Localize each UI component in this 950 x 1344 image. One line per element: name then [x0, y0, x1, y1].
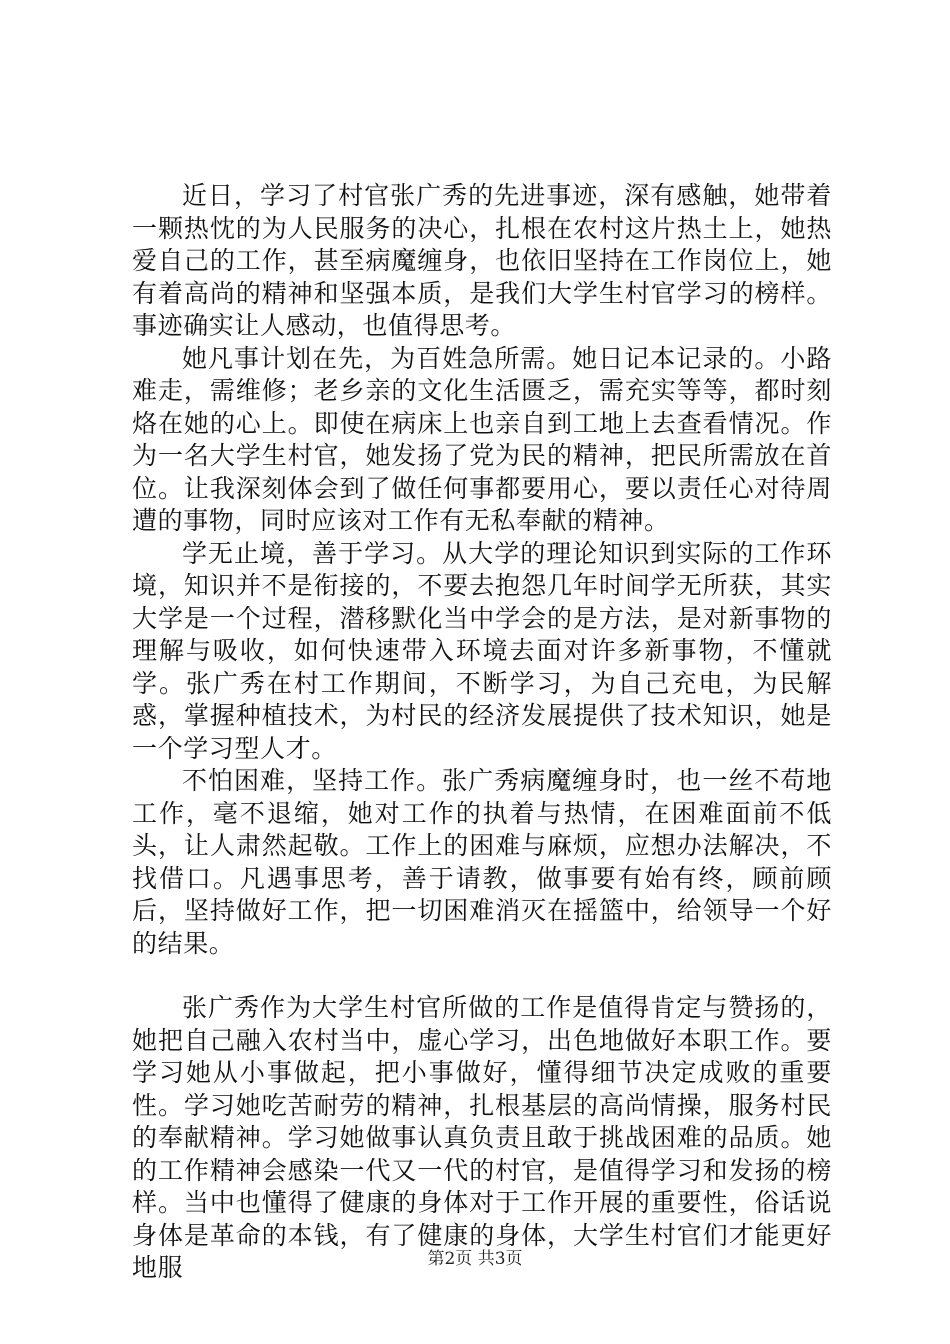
paragraph-2: 她凡事计划在先，为百姓急所需。她日记本记录的。小路难走，需维修；老乡亲的文化生活匮乏，需充实等等，都时刻烙在她的心上。即使在病床上也亲自到工地上去查看情况。作为一名大学生村官，她发扬了党为民的精神，把民所需放在首位。让我深刻体会到了做任何事都要用心，要以责任心对待周遭的事物，同时应该对工作有无私奉献的精神。 — [132, 343, 832, 535]
paragraph-4: 不怕困难，坚持工作。张广秀病魔缠身时，也一丝不苟地工作，毫不退缩，她对工作的执着与热情，在困难面前不低头，让人肃然起敬。工作上的困难与麻烦，应想办法解决，不找借口。凡遇事思考，善于请教，做事要有始有终，顾前顾后，坚持做好工作，把一切困难消灭在摇篮中，给领导一个好的结果。 — [132, 766, 832, 958]
paragraph-1: 近日，学习了村官张广秀的先进事迹，深有感触，她带着一颗热忱的为人民服务的决心，扎根在农村这片热土上，她热爱自己的工作，甚至病魔缠身，也依旧坚持在工作岗位上，她有着高尚的精神和坚强本质，是我们大学生村官学习的榜样。事迹确实让人感动，也值得思考。 — [132, 181, 832, 340]
document-body — [132, 180, 832, 1285]
page-footer: 第2页 共3页 — [427, 1249, 523, 1269]
paragraph-5: 张广秀作为大学生村官所做的工作是值得肯定与赞扬的，她把自己融入农村当中，虚心学习，出色地做好本职工作。要学习她从小事做起，把小事做好，懂得细节决定成败的重要性。学习她吃苦耐劳的精神，扎根基层的高尚情操，服务村民的奉献精神。学习她做事认真负责且敢于挑战困难的品质。她的工作精神会感染一代又一代的村官，是值得学习和发扬的榜样。当中也懂得了健康的身体对于工作开展的重要性，俗话说身体是革命的本钱，有了健康的身体，大学生村官们才能更好地服 — [132, 993, 832, 1282]
paragraph-3: 学无止境，善于学习。从大学的理论知识到实际的工作环境，知识并不是衔接的，不要去抱怨几年时间学无所获，其实大学是一个过程，潜移默化当中学会的是方法，是对新事物的理解与吸收，如何快速带入环境去面对许多新事物，不懂就学。张广秀在村工作期间，不断学习，为自己充电，为民解惑，掌握种植技术，为村民的经济发展提供了技术知识，她是一个学习型人才。 — [132, 538, 832, 763]
